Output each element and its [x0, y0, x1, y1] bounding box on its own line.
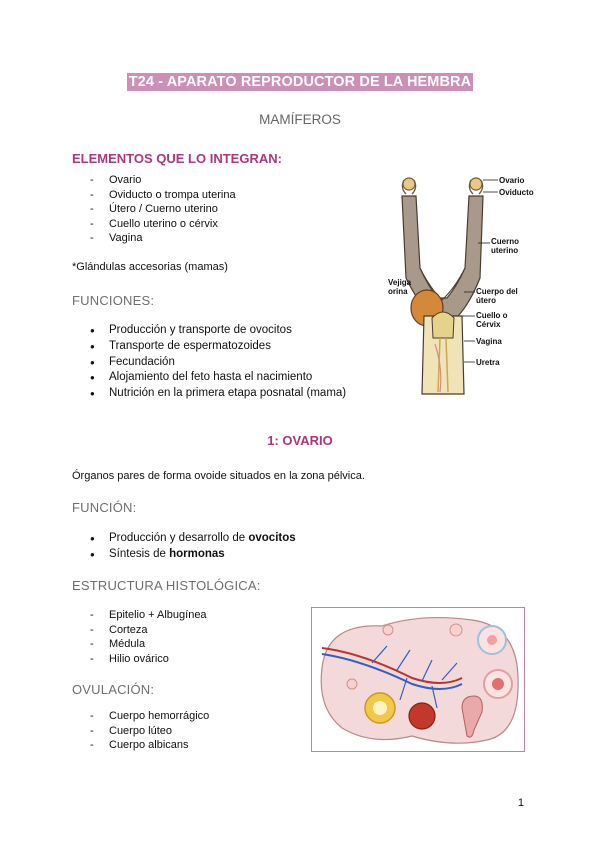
label-oviducto: Oviducto: [499, 188, 534, 197]
list-item: - Corteza: [90, 623, 207, 638]
label-vejiga-2: orina: [388, 287, 408, 296]
label-cuerpo-1: Cuerpo del: [476, 287, 518, 296]
list-item: - Epitelio + Albugínea: [90, 608, 207, 623]
estructura-list: [90, 608, 207, 666]
list-item: - Cuerpo albicans: [90, 738, 209, 753]
label-cuello-2: Cérvix: [476, 320, 501, 329]
page-number: 1: [517, 797, 524, 809]
label-cuerno-1: Cuerno: [491, 237, 519, 246]
list-item: - Vagina: [90, 231, 236, 246]
list-item: ● Nutrición en la primera etapa posnatal (mama): [90, 386, 354, 402]
label-cuello-1: Cuello o: [476, 311, 508, 320]
list-item: - Cuello uterino o cérvix: [90, 217, 236, 232]
list-item: - Cuerpo hemorrágico: [90, 709, 209, 724]
list-item: - Ovario: [90, 173, 236, 188]
list-item: ● Alojamiento del feto hasta el nacimiento: [90, 370, 360, 386]
ovulacion-list: [90, 709, 209, 753]
ovulacion-heading: OVULACIÓN:: [72, 682, 155, 697]
page-title: T24 - APARATO REPRODUCTOR DE LA HEMBRA: [128, 74, 472, 90]
label-cuerpo-2: útero: [476, 296, 496, 305]
list-item: ● Síntesis de hormonas: [90, 547, 296, 563]
funciones-heading: FUNCIONES:: [72, 293, 155, 308]
elementos-heading: ELEMENTOS QUE LO INTEGRAN:: [72, 151, 282, 166]
elementos-list: [90, 173, 236, 246]
list-item: - Oviducto o trompa uterina: [90, 188, 236, 203]
reproductive-tract-diagram: [380, 168, 550, 400]
ovary-section-diagram: [312, 608, 523, 750]
ovario-description: Órganos pares de forma ovoide situados en la zona pélvica.: [72, 470, 365, 482]
list-item: - Cuerpo lúteo: [90, 724, 209, 739]
page-title-wrap: [0, 73, 600, 91]
estructura-heading: ESTRUCTURA HISTOLÓGICA:: [72, 578, 261, 593]
label-vejiga-1: Vejiga: [388, 278, 412, 287]
ovario-heading: 1: OVARIO: [267, 433, 333, 448]
left-ovary-shape: [403, 178, 415, 190]
glandulas-note: *Glándulas accesorias (mamas): [72, 261, 228, 273]
ovary-section-figure: [311, 607, 525, 752]
funciones-list: [90, 323, 360, 402]
list-item: - Útero / Cuerno uterino: [90, 202, 236, 217]
label-uretra: Uretra: [476, 358, 500, 367]
funcion-heading: FUNCIÓN:: [72, 500, 137, 515]
label-ovario: Ovario: [499, 176, 525, 185]
list-item: - Hilio ovárico: [90, 652, 207, 667]
list-item: ● Producción y transporte de ovocitos: [90, 323, 360, 339]
funcion-list: [90, 531, 296, 563]
list-item: - Médula: [90, 637, 207, 652]
corpus-hemorrhagicum-shape: [409, 703, 435, 729]
label-cuerno-2: uterino: [491, 246, 519, 255]
list-item: ● Transporte de espermatozoides: [90, 339, 360, 355]
right-ovary-shape: [470, 178, 482, 190]
page-subtitle: MAMÍFEROS: [259, 112, 341, 127]
list-item: ● Producción y desarrollo de ovocitos: [90, 531, 296, 547]
label-vagina: Vagina: [476, 337, 502, 346]
list-item: ● Fecundación: [90, 355, 360, 371]
